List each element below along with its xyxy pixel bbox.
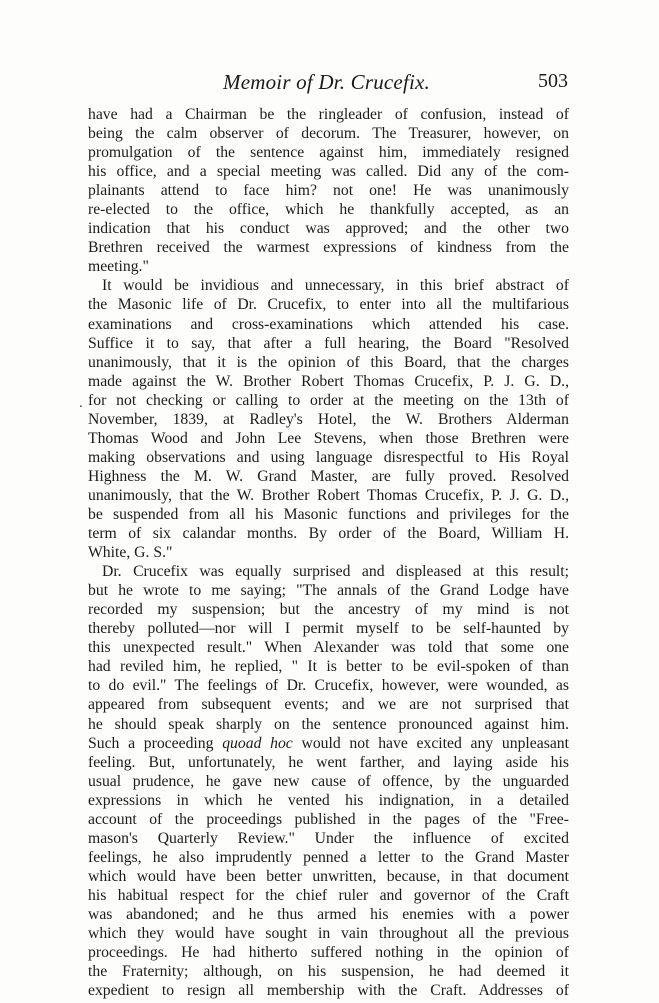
page-header	[88, 70, 568, 96]
text-line: the Masonic life of Dr. Crucefix, to enter into all the multifarious	[88, 296, 569, 314]
text-line: Thomas Wood and John Lee Stevens, when those Brethren were	[88, 429, 569, 447]
margin-mark: .	[79, 395, 83, 411]
text-line: account of the proceedings published in the pages of the "Free-	[88, 810, 569, 828]
text-line: being the calm observer of decorum. The Treasurer, however, on	[88, 125, 569, 143]
text-line: feelings, he also imprudently penned a letter to the Grand Master	[88, 848, 569, 866]
text-line: feeling. But, unfortunately, he went farther, and laying aside his	[88, 753, 569, 771]
text-line: indication that his conduct was approved; and the other two	[88, 220, 569, 238]
text-line: making observations and using language disrespectful to His Royal	[88, 448, 569, 466]
text-line: but he wrote to me saying; "The annals of the Grand Lodge have	[88, 582, 569, 600]
text-line: this unexpected result." When Alexander was told that some one	[88, 639, 569, 657]
running-title: Memoir of Dr. Crucefix.	[223, 70, 430, 94]
text-line: Suffice it to say, that after a full hearing, the Board "Resolved	[88, 334, 569, 352]
text-line: re-elected to the office, which he thankfully accepted, as an	[88, 201, 569, 219]
text-line: November, 1839, at Radley's Hotel, the W. Brothers Alderman	[88, 410, 569, 428]
text-line: term of six calandar months. By order of the Board, William H.	[88, 525, 569, 543]
text-line: expressions in which he vented his indignation, in a detailed	[88, 791, 569, 809]
text-line: his habitual respect for the chief ruler and governor of the Craft	[88, 886, 569, 904]
text-line: expedient to resign all membership with the Craft. Addresses of	[88, 982, 569, 1000]
text-line: was abandoned; and he thus armed his enemies with a power	[88, 905, 569, 923]
text-line: recorded my suspension; but the ancestry of my mind is not	[88, 601, 569, 619]
text-line: promulgation of the sentence against him, immediately resigned	[88, 144, 569, 162]
text-line: meeting."	[88, 258, 149, 276]
text-line: Highness the M. W. Grand Master, are fully proved. Resolved	[88, 467, 569, 485]
text-line: have had a Chairman be the ringleader of confusion, instead of	[88, 106, 569, 123]
text-line: for not checking or calling to order at the meeting on the 13th of	[88, 391, 569, 409]
text-line: unanimously, that the W. Brother Robert Thomas Crucefix, P. J. G. D.,	[88, 486, 569, 504]
text-line: thereby polluted—nor will I permit myself to be self-haunted by	[88, 620, 569, 638]
text-line: be suspended from all his Masonic functions and privileges for the	[88, 505, 569, 523]
text-line: White, G. S."	[88, 544, 173, 562]
text-line: Dr. Crucefix was equally surprised and displeased at this result;	[102, 563, 569, 581]
text-line: appeared from subsequent events; and we are not surprised that	[88, 696, 569, 714]
text-line: which would have been better unwritten, because, in that document	[88, 867, 569, 885]
body-text	[88, 105, 569, 1000]
text-line: usual prudence, he gave new cause of offence, by the unguarded	[88, 772, 569, 790]
text-line: the Fraternity; although, on his suspension, he had deemed it	[88, 963, 569, 981]
text-line: which they would have sought in vain throughout all the previous	[88, 925, 569, 943]
text-line: It would be invidious and unnecessary, in this brief abstract of	[102, 277, 569, 295]
text-line: made against the W. Brother Robert Thomas Crucefix, P. J. G. D.,	[88, 372, 569, 390]
text-line: had reviled him, he replied, " It is better to be evil-spoken of than	[88, 658, 569, 676]
text-line: Brethren received the warmest expressions of kindness from the	[88, 239, 569, 257]
text-line: unanimously, that it is the opinion of this Board, that the charges	[88, 353, 569, 371]
page-number: 503	[538, 70, 568, 92]
text-line: proceedings. He had hitherto suffered nothing in the opinion of	[88, 944, 569, 962]
text-line: Such a proceeding quoad hoc would not have excited any unpleasant	[88, 734, 569, 752]
text-line: mason's Quarterly Review." Under the influence of excited	[88, 829, 569, 847]
text-line: he should speak sharply on the sentence pronounced against him.	[88, 715, 569, 733]
text-line: examinations and cross-examinations which attended his case.	[88, 315, 569, 333]
text-line: his office, and a special meeting was called. Did any of the com-	[88, 163, 569, 181]
text-line: to do evil." The feelings of Dr. Crucefix, however, were wounded, as	[88, 677, 569, 695]
text-line: plainants attend to face him? not one! He was unanimously	[88, 182, 569, 200]
